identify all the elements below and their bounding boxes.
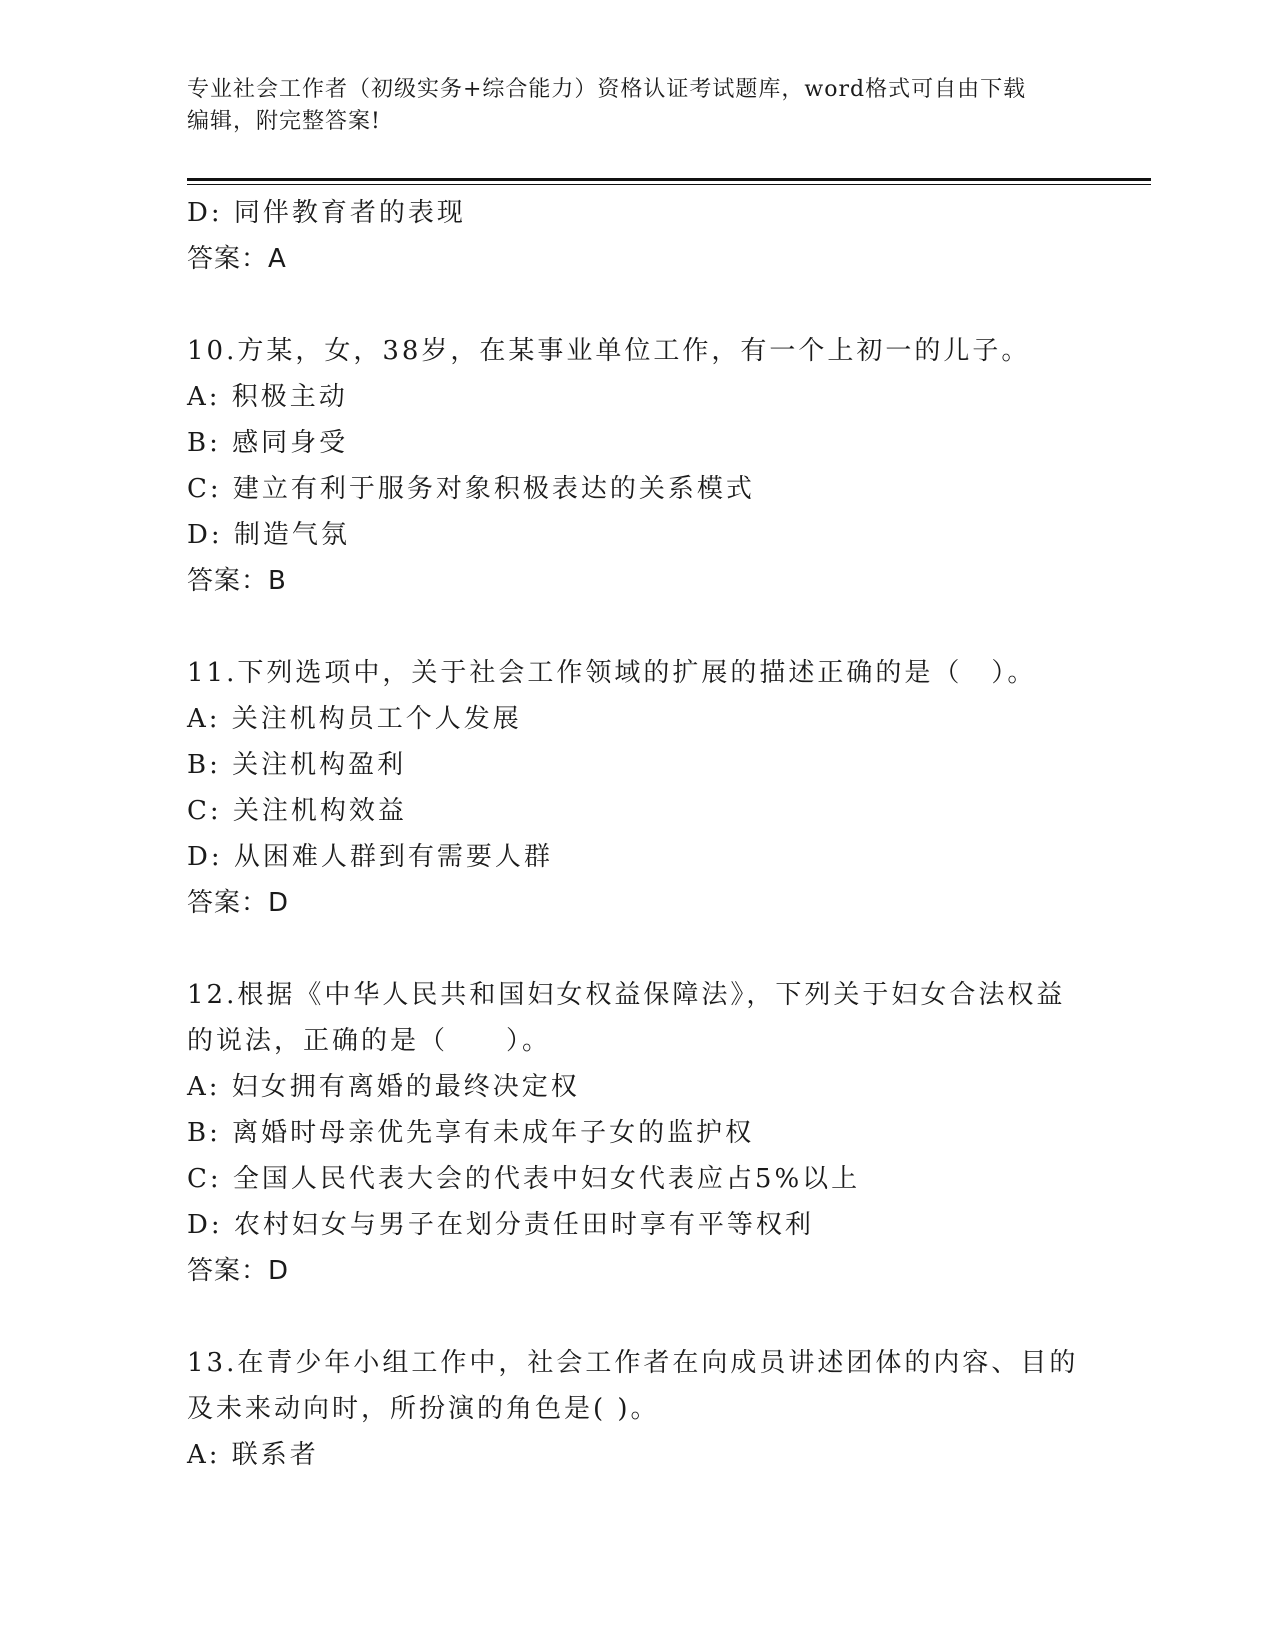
option-d: D: 农村妇女与男子在划分责任田时享有平等权利 (187, 1210, 814, 1240)
header-line-1: 专业社会工作者（初级实务+综合能力）资格认证考试题库，word格式可自由下载 (187, 77, 1027, 102)
answer-line: 答案：B (187, 566, 287, 596)
answer-line: 答案：D (187, 888, 290, 918)
header-rule-thin (187, 184, 1151, 185)
option-c: C: 建立有利于服务对象积极表达的关系模式 (187, 474, 755, 504)
question-stem: 11.下列选项中，关于社会工作领域的扩展的描述正确的是（ ）。 (187, 658, 1037, 688)
answer-line: 答案：A (187, 244, 287, 274)
option-a: A: 联系者 (187, 1440, 319, 1470)
question-stem: 10.方某，女，38岁，在某事业单位工作，有一个上初一的儿子。 (187, 336, 1031, 366)
option-b: B: 关注机构盈利 (187, 750, 407, 780)
question-stem: 12.根据《中华人民共和国妇女权益保障法》，下列关于妇女合法权益 (187, 980, 1066, 1010)
question-content (187, 190, 1087, 1478)
option-d: D: 制造气氛 (187, 520, 350, 550)
header-line-2: 编辑，附完整答案! (187, 109, 381, 134)
option-b: B: 感同身受 (187, 428, 349, 458)
option-c: C: 关注机构效益 (187, 796, 407, 826)
option-a: A: 积极主动 (187, 382, 348, 412)
option-c: C: 全国人民代表大会的代表中妇女代表应占5%以上 (187, 1164, 861, 1194)
question-stem-continued: 及未来动向时，所扮演的角色是( )。 (187, 1394, 660, 1424)
option-d: D: 同伴教育者的表现 (187, 198, 466, 228)
option-a: A: 关注机构员工个人发展 (187, 704, 522, 734)
question-stem: 13.在青少年小组工作中，社会工作者在向成员讲述团体的内容、目的 (187, 1348, 1079, 1378)
header-rule-thick (187, 178, 1151, 181)
option-b: B: 离婚时母亲优先享有未成年子女的监护权 (187, 1118, 755, 1148)
question-stem-continued: 的说法，正确的是（ ）。 (187, 1026, 552, 1056)
page-header (187, 74, 1087, 138)
option-d: D: 从困难人群到有需要人群 (187, 842, 553, 872)
option-a: A: 妇女拥有离婚的最终决定权 (187, 1072, 580, 1102)
answer-line: 答案：D (187, 1256, 290, 1286)
